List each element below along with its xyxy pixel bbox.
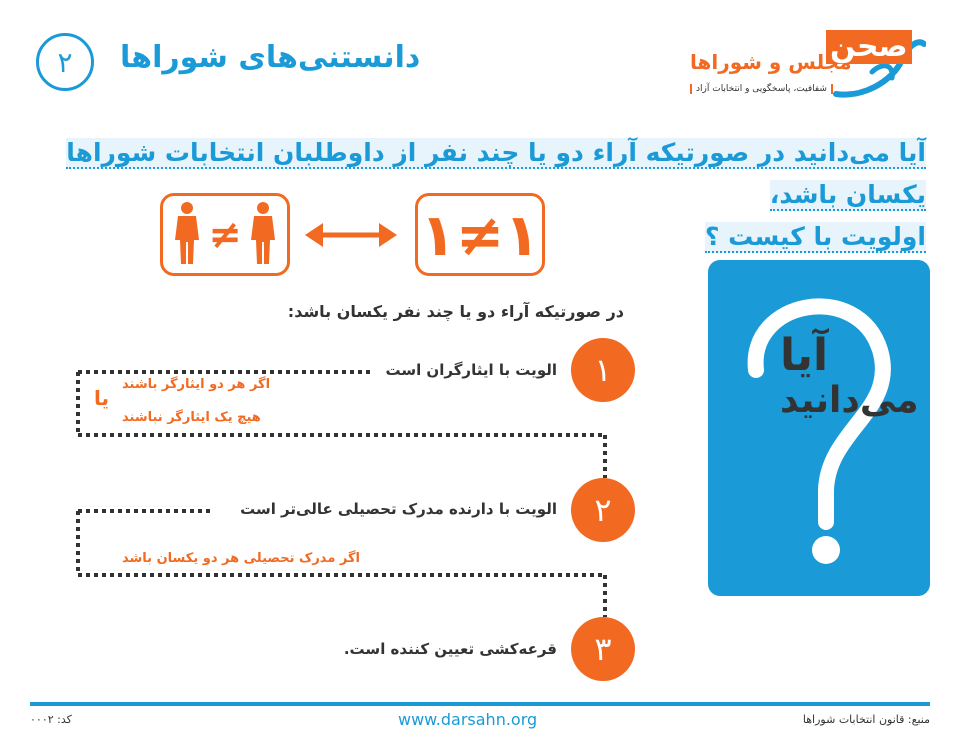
not-equal-sign: ≠ (208, 212, 242, 258)
condition-2: اگر مدرک تحصیلی هر دو یکسان باشد (122, 551, 360, 566)
page-number: ۲ (57, 45, 73, 79)
footer-url-link[interactable]: www.darsahn.org (398, 710, 538, 729)
condition-1a: اگر هر دو ایثارگر باشند (122, 377, 271, 392)
step-text-2: الویت با دارنده مدرک تحصیلی عالی‌تر است (240, 500, 557, 518)
or-label: یا (94, 386, 110, 410)
step-number-1: ۱ (571, 338, 635, 402)
panel-text-line-2: می‌دانید (780, 380, 919, 421)
question-line-2: اولویت با کیست ؟ (704, 222, 926, 251)
panel-text-line-1: آیا (780, 330, 829, 381)
step-text-1: الویت با ایثارگران است (385, 361, 557, 379)
steps-intro: در صورتیکه آراء دو یا چند نفر یکسان باشد: (287, 302, 624, 321)
footer-source: منبع: قانون انتخابات شوراها (802, 713, 930, 726)
ones-text: ۱≠۱ (420, 200, 540, 269)
step-number-2: ۲ (571, 478, 635, 542)
footer-divider (30, 702, 930, 706)
page-title: دانستنی‌های شوراها (120, 40, 421, 75)
logo-subtitle: مجلس و شوراها (690, 50, 852, 74)
logo-brand: صحن (826, 30, 912, 64)
question-line-1: آیا می‌دانید در صورتیکه آراء دو یا چند نفر از داوطلبان انتخابات شوراها یکسان باشد، (66, 138, 926, 209)
step-number-3: ۳ (571, 617, 635, 681)
condition-1b: هیچ یک ایثارگر نباشند (122, 410, 261, 425)
step-text-3: قرعه‌کشی تعیین کننده است. (343, 640, 557, 658)
logo-tagline: شفافیت، پاسخگویی و انتخابات آزاد (690, 84, 833, 94)
footer-code: کد: ۰۰۰۲ (30, 713, 72, 726)
